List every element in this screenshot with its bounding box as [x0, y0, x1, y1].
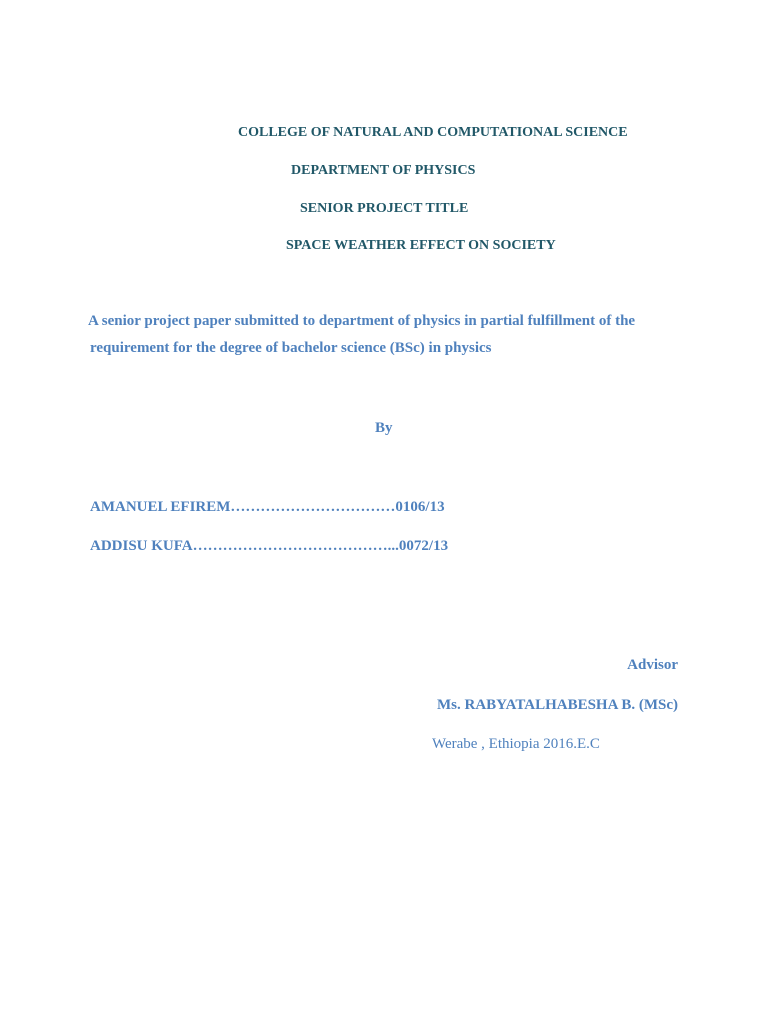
department-heading: DEPARTMENT OF PHYSICS	[291, 163, 476, 178]
place-date: Werabe , Ethiopia 2016.E.C	[432, 736, 600, 752]
advisor-name: Ms. RABYATALHABESHA B. (MSc)	[437, 697, 678, 713]
author-line	[90, 499, 445, 516]
author-name: ADDISU KUFA	[90, 538, 193, 554]
author-id: 0072/13	[398, 538, 449, 554]
author-dots: …………………………………...	[192, 538, 399, 554]
submission-statement-line1: A senior project paper submitted to department of physics in partial fulfillment of the	[88, 313, 636, 329]
author-id: 0106/13	[395, 499, 445, 515]
author-line	[90, 538, 448, 555]
project-label-heading: SENIOR PROJECT TITLE	[300, 201, 469, 216]
college-heading: COLLEGE OF NATURAL AND COMPUTATIONAL SCIENCE	[238, 125, 628, 140]
by-label: By	[375, 420, 393, 436]
submission-statement-line2: requirement for the degree of bachelor science (BSc) in physics	[90, 340, 492, 356]
author-dots: ……………………………	[230, 499, 396, 515]
project-title-heading: SPACE WEATHER EFFECT ON SOCIETY	[286, 238, 556, 253]
advisor-label: Advisor	[627, 657, 678, 673]
author-name: AMANUEL EFIREM	[90, 499, 231, 515]
